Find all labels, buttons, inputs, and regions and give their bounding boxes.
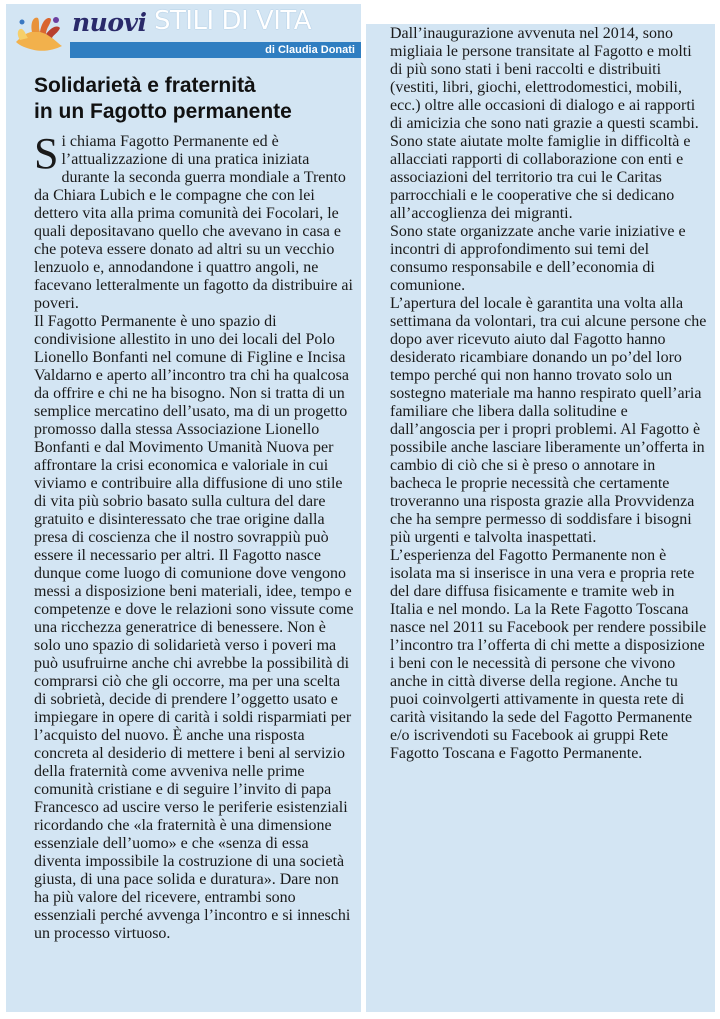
paragraph-volunteers: L’apertura del locale è garantita una volta alla settimana da volontari, tra cui alcune persone che dopo aver ricevuto aiuto dal Fagotto hanno desiderato ricambiare donando un po’del loro tempo perché qui non hanno trovato solo un sostegno materiale ma hanno respirato quell’aria familiare che libera dalla solitudine e dall’angoscia per i propri problemi. Al Fagotto è possibile anche lasciare liberamente un’offerta in cambio di ciò che si è preso o annotare in bacheca le proprie necessità che certamente troveranno una risposta grazie alla Provvidenza che ha sempre permesso di soddisfare i bisogni più urgenti e talvolta inaspettati. [390, 295, 707, 546]
section-header [6, 4, 361, 60]
paragraph-description: Il Fagotto Permanente è uno spazio di condivisione allestito in uno dei locali del Polo Lionello Bonfanti nel comune di Figline e Incisa Valdarno e aperto all’incontro tra chi ha qualcosa da offrire e chi ne ha bisogno. Non si tratta di un semplice mercatino dell’usato, ma di un progetto promosso dalla stessa Associazione Lionello Bonfanti e dal Movimento Umanità Nuova per affrontare la crisi economica e valoriale in cui viviamo e contribuire alla diffusione di uno stile di vita più sobrio basato sulla cultura del dare gratuito e disinteressato che trae origine dalla presa di coscienza che il nostro sovrappiù può essere il necessario per altri. Il Fagotto nasce dunque come luogo di comunione dove vengono messi a disposizione beni materiali, idee, tempo e competenze e dove le relazioni sono vissute come una ricchezza generatrice di benessere. Non è solo uno spazio di solidarietà verso i poveri ma può usufruirne anche chi avrebbe la possibilità di comprarsi ciò che gli occorre, ma per una scelta di sobrietà, decide di prendere l’oggetto usato e impiegare in opere di carità i soldi risparmiati per l’acquisto del nuovo. È anche una risposta concreta al desiderio di mettere i beni al servizio della fraternità come avveniva nelle prime comunità cristiane e di seguire l’invito di papa Francesco ad uscire verso le periferie esistenziali ricordando che «la fraternità è una dimensione essenziale dell’uomo» e che «senza di essa diventa impossibile la costruzione di una società giusta, di una pace solida e duratura». Dare non ha più valore del ricevere, entrambi sono essenziali perché avvenga l’incontro e si inneschi un processo virtuoso. [34, 313, 354, 942]
headline-line-2: in un Fagotto permanente [34, 100, 292, 123]
drop-cap: S [34, 129, 59, 178]
byline-bar [70, 42, 361, 58]
section-title: STILI DI VITA [154, 6, 312, 36]
paragraph-intro-text: i chiama Fagotto Permanente ed è l’attualizzazione di una pratica iniziata durante la seconda guerra mondiale a Trento da Chiara Lubich e le compagne che con lei dettero vita alla prima comunità dei Focolari, le quali depositavano quello che avevano in casa e che poteva essere donato ad altri su un vecchio lenzuolo e, annodandone i quattro angoli, ne facevano letteralmente un fagotto da distribuire ai poveri. [34, 133, 353, 312]
paragraph-intro [34, 129, 354, 313]
headline-line-1: Solidarietà e fraternità [34, 74, 256, 97]
byline: di Claudia Donati [265, 44, 355, 56]
section-prefix: nuovi [72, 8, 147, 37]
hand-drawing-icon [10, 12, 68, 56]
article-headline [34, 73, 354, 125]
paragraph-initiatives: Sono state organizzate anche varie iniziative e incontri di approfondimento sui temi del consumo responsabile e dell’economia di comunione. [390, 223, 686, 294]
paragraph-history: Dall’inaugurazione avvenuta nel 2014, sono migliaia le persone transitate al Fagotto e molti di più sono stati i beni raccolti e distribuiti (vestiti, libri, giochi, elettrodomestici, mobili, ecc.) oltre alle occasioni di dialogo e ai rapporti di amicizia che sono nati grazie a questi scambi. Sono state aiutate molte famiglie in difficoltà e allacciati rapporti di collaborazione con enti e associazioni del territorio tra cui le Caritas parrocchiali e le cooperative che si dedicano all’accoglienza dei migranti. [390, 25, 699, 222]
article-body-right [390, 25, 708, 763]
article-body-left [34, 129, 354, 943]
paragraph-network: L’esperienza del Fagotto Permanente non è isolata ma si inserisce in una vera e propria rete del dare diffusa fisicamente e tramite web in Italia e nel mondo. La la Rete Fagotto Toscana nasce nel 2011 su Facebook per rendere possibile l’incontro tra l’offerta di chi mette a disposizione i beni con le necessità di persone che vivono anche in città diverse della regione. Anche tu puoi coinvolgerti attivamente in questa rete di carità visitando la sede del Fagotto Permanente e/o iscrivendoti su Facebook ai gruppi Rete Fagotto Toscana e Fagotto Permanente. [390, 547, 707, 762]
